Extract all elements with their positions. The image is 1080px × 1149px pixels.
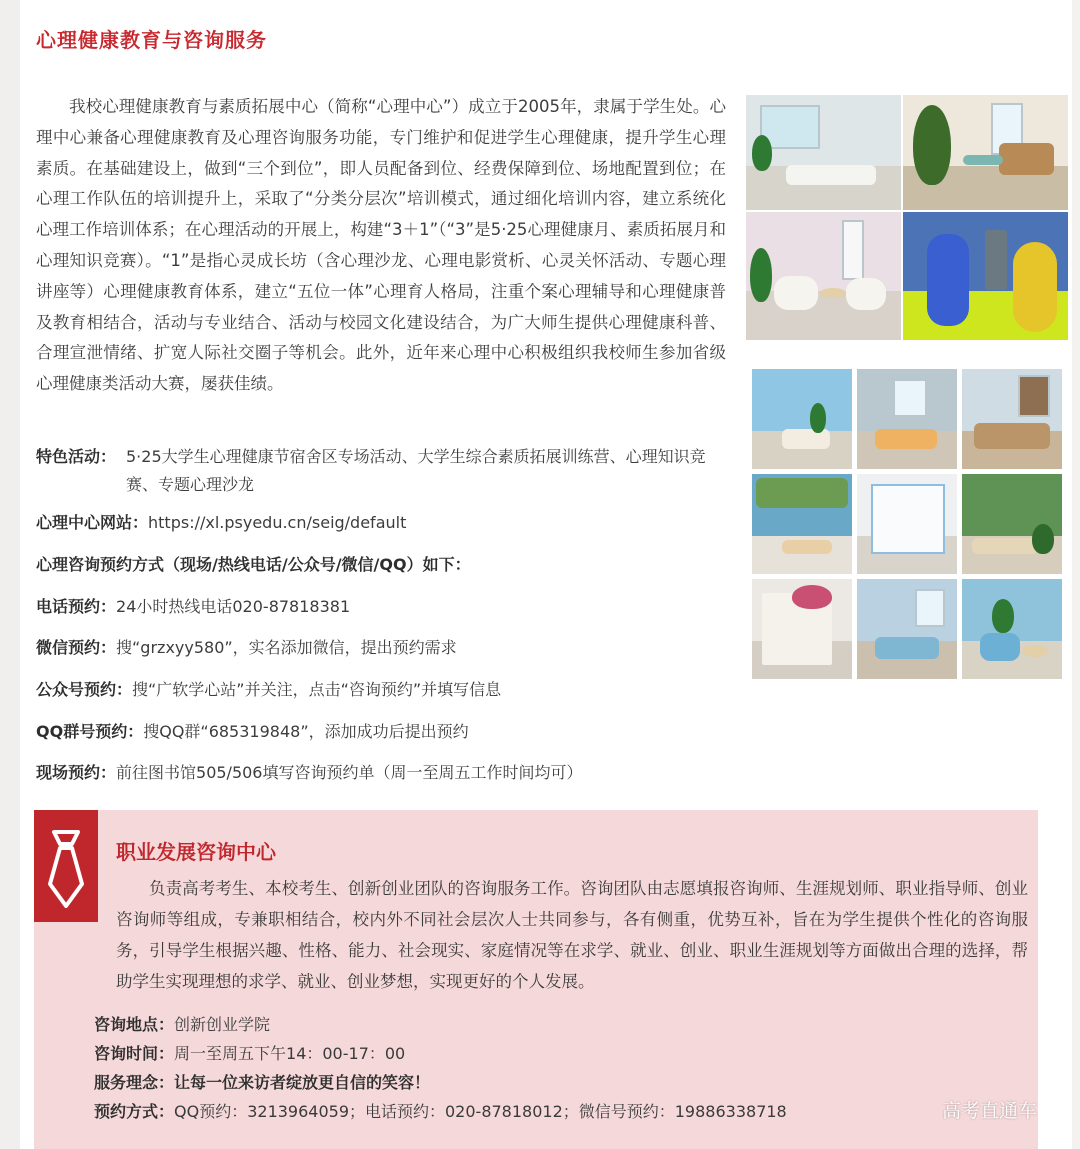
left-edge-strip — [0, 0, 20, 1149]
wechat-booking-value: 搜“grzxyy580”，实名添加微信，提出预约需求 — [116, 638, 457, 657]
official-account-label: 公众号预约： — [36, 680, 133, 699]
booking-heading-row — [36, 551, 471, 579]
official-account-row — [36, 676, 501, 704]
career-time-value: 周一至周五下午14：00-17：00 — [174, 1044, 406, 1063]
career-booking-row — [94, 1098, 787, 1126]
onsite-booking-row — [36, 759, 583, 787]
features-value: 5·25大学生心理健康节宿舍区专场活动、大学生综合素质拓展训练营、心理知识竞赛、专题心理沙龙 — [126, 447, 706, 494]
onsite-booking-value: 前往图书馆505/506填写咨询预约单（周一至周五工作时间均可） — [116, 763, 583, 782]
photo-room-3 — [962, 369, 1062, 469]
features-label: 特色活动： — [36, 447, 117, 466]
section-title-psych: 心理健康教育与咨询服务 — [36, 28, 267, 52]
official-account-value: 搜“广软学心站”并关注，点击“咨询预约”并填写信息 — [132, 680, 502, 699]
photo-room-4 — [752, 474, 852, 574]
psych-intro-paragraph: 我校心理健康教育与素质拓展中心（简称“心理中心”）成立于2005年，隶属于学生处。心理中心兼备心理健康教育及心理咨询服务功能，专门维护和促进学生心理健康，提升学生心理素质。在基础建设上，做到“三个到位”，即人员配备到位、经费保障到位、场地配置到位；在心理工作队伍的培训提升上，采取了“分类分层次”培训模式，通过细化培训内容，建立系统化心理工作培训体系；在心理活动的开展上，构建“3＋1”（“3”是5·25心理健康月、素质拓展月和心理知识竞赛）。“1”是指心灵成长坊（含心理沙龙、心理电影赏析、心灵关怀活动、专题心理讲座等）心理健康教育体系，建立“五位一体”心理育人格局，注重个案心理辅导和心理健康普及教育相结合，活动与专业结合、活动与校园文化建设结合，为广大师生提供心理健康科普、合理宣泄情绪、扩宽人际社交圈子等机会。此外，近年来心理中心积极组织我校师生参加省级心理健康类活动大赛，屡获佳绩。 — [36, 97, 726, 394]
career-booking-label: 预约方式： — [94, 1102, 175, 1121]
booking-heading: 心理咨询预约方式（现场/热线电话/公众号/微信/QQ）如下： — [36, 555, 471, 574]
career-booking-value: QQ预约：3213964059；电话预约：020-87818012；微信号预约：19886338718 — [174, 1102, 787, 1121]
career-location-label: 咨询地点： — [94, 1015, 175, 1034]
qq-booking-value: 搜QQ群“685319848”，添加成功后提出预约 — [143, 722, 469, 741]
website-link[interactable]: https://xl.psyedu.cn/seig/default — [148, 513, 407, 532]
photo-room-1 — [752, 369, 852, 469]
wechat-booking-row — [36, 634, 457, 662]
career-description: 负责高考考生、本校考生、创新创业团队的咨询服务工作。咨询团队由志愿填报咨询师、生涯规划师、职业指导师、创业咨询师等组成，专兼职相结合，校内外不同社会层次人士共同参与，各有侧重，优势互补，旨在为学生提供个性化的咨询服务，引导学生根据兴趣、性格、能力、社会现实、家庭情况等在求学、就业、创业、职业生涯规划等方面做出合理的选择，帮助学生实现理想的求学、就业、创业梦想，实现更好的个人发展。 — [116, 879, 1028, 991]
photo-room-8 — [857, 579, 957, 679]
career-location-row — [94, 1011, 270, 1039]
photo-room-5 — [857, 474, 957, 574]
phone-booking-row — [36, 593, 350, 621]
wechat-booking-label: 微信预约： — [36, 638, 117, 657]
photo-room-6 — [962, 474, 1062, 574]
photo-room-2 — [857, 369, 957, 469]
career-title: 职业发展咨询中心 — [116, 840, 276, 864]
features-row — [36, 443, 736, 499]
phone-booking-value: 24小时热线电话020-87818381 — [116, 597, 351, 616]
career-philosophy-label: 服务理念： — [94, 1073, 175, 1092]
qq-booking-row — [36, 718, 469, 746]
qq-booking-label: QQ群号预约： — [36, 722, 144, 741]
photo-lounge-sofas — [746, 212, 901, 340]
onsite-booking-label: 现场预约： — [36, 763, 117, 782]
website-label: 心理中心网站： — [36, 513, 149, 532]
career-time-row — [94, 1040, 405, 1068]
photo-room-9 — [962, 579, 1062, 679]
right-edge-strip — [1072, 0, 1080, 1149]
career-time-label: 咨询时间： — [94, 1044, 175, 1063]
website-row — [36, 509, 406, 537]
photo-room-7 — [752, 579, 852, 679]
photo-counseling-hall — [746, 95, 901, 210]
photo-vent-room — [903, 212, 1068, 340]
watermark-text: 高考直通车 — [942, 1100, 1038, 1122]
necktie-icon — [34, 810, 98, 922]
phone-booking-label: 电话预约： — [36, 597, 117, 616]
career-philosophy-row — [94, 1069, 430, 1097]
career-philosophy-value: 让每一位来访者绽放更自信的笑容！ — [174, 1073, 431, 1092]
photo-hallway-plants — [903, 95, 1068, 210]
career-location-value: 创新创业学院 — [174, 1015, 271, 1034]
